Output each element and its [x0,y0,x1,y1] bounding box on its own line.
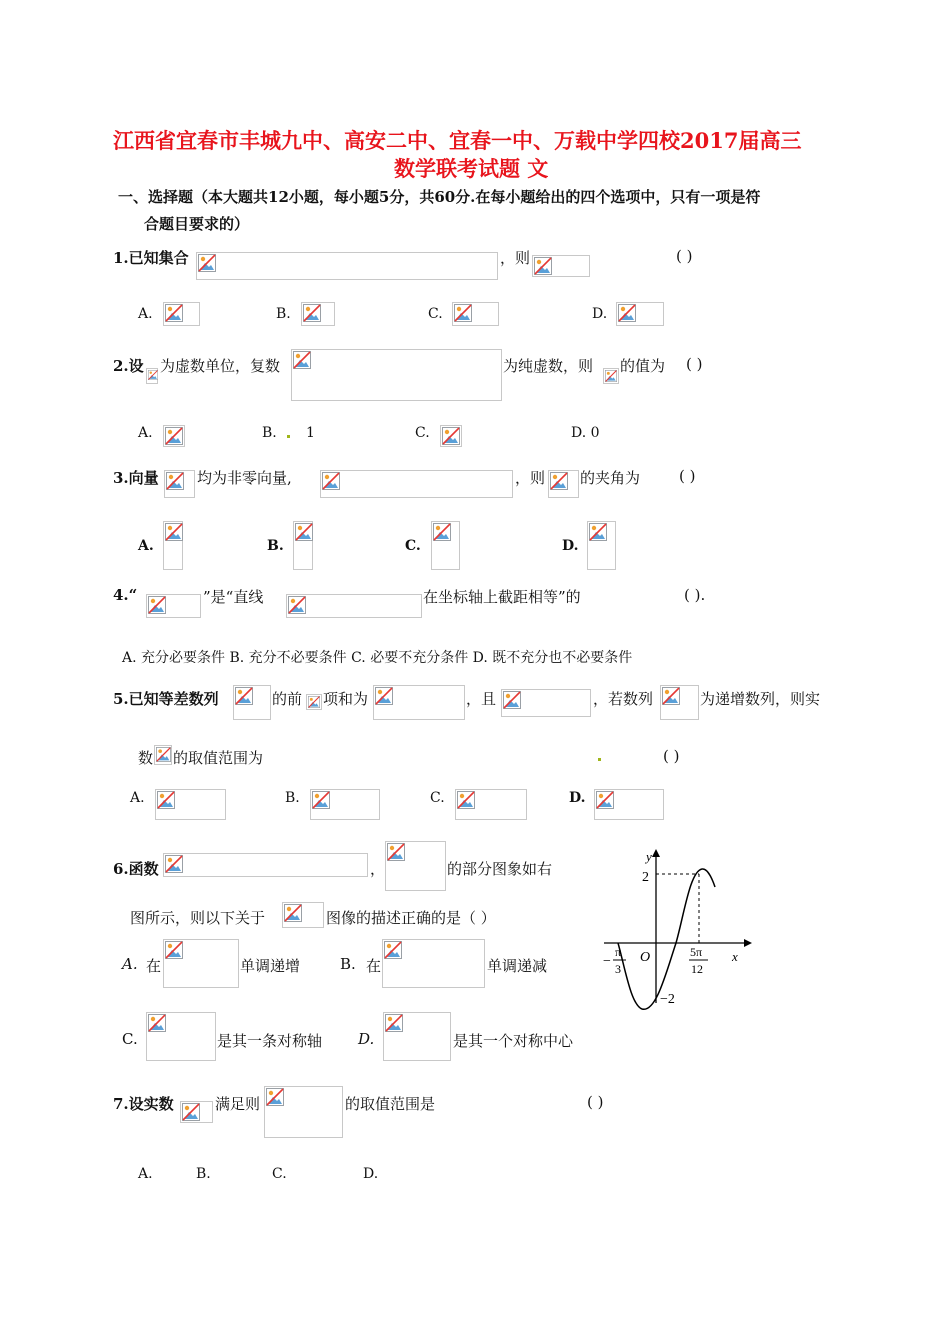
q2-option-a: A. [138,425,153,441]
broken-image-icon [288,596,306,614]
q5-option-b-image [310,789,380,820]
x-right-denominator: 12 [691,962,703,976]
q5-formula-image [233,685,271,720]
q7-stem-a: 7.设实数 [113,1095,174,1113]
y-axis-arrow-icon [652,849,660,857]
q2-option-b: B. [262,425,277,441]
x-left-denominator: 3 [615,962,621,976]
q3-stem-c: ，则 [515,469,546,487]
broken-image-icon [148,370,158,380]
broken-image-icon [534,257,552,275]
broken-image-icon [605,370,617,382]
q6-option-d: D. [358,1030,375,1048]
y-min-label: −2 [660,992,675,1007]
q2-option-c: C. [415,425,430,441]
broken-image-icon [503,691,521,709]
y-axis-label: y [646,849,652,864]
q1-option-d-image [616,302,664,326]
broken-image-icon [165,941,183,959]
function-curve [618,869,715,1009]
q6-stem-c: 的部分图象如右 [447,860,553,878]
q5-stem-e: ，若数列 [593,690,654,708]
q6-function-graph [598,843,758,1013]
broken-image-icon [182,1103,200,1121]
q1-option-d: D. [592,306,608,322]
q6-option-c: C. [122,1030,138,1048]
q3-option-c-image [431,521,460,570]
broken-image-icon [295,523,313,541]
q6-option-b: B. [340,955,356,973]
q7-formula-image [180,1101,213,1123]
q4-options: A. 充分必要条件 B. 充分不必要条件 C. 必要不充分条件 D. 既不充分也不必要条件 [122,650,633,666]
q5-stem-c: 项和为 [323,690,369,708]
q3-option-a-image [163,521,183,570]
broken-image-icon [308,696,320,708]
x-left-sign: − [603,954,611,969]
origin-label: O [640,950,651,965]
q4-formula-image [286,594,422,618]
q4-stem-c: 在坐标轴上截距相等”的 [423,588,581,606]
q2-formula-image [291,349,502,401]
section-heading-line-1: 一、选择题（本大题共12小题，每小题5分，共60分.在每小题给出的四个选项中，只有一项是符 [118,188,761,206]
broken-image-icon [385,1014,403,1032]
q2-stem-a: 2.设 [113,357,144,375]
q6-option-d-image [383,1012,451,1061]
broken-image-icon [454,304,472,322]
broken-image-icon [303,304,321,322]
broken-image-icon [589,523,607,541]
q5-option-d-image [594,789,664,820]
q7-stem-b: 满足则 [215,1095,261,1113]
broken-image-icon [312,791,330,809]
q2-option-b-value: 1 [306,425,315,441]
q5-stem-line2a: 数 [138,749,154,767]
q5-option-a: A. [130,790,145,806]
q7-answer-paren: ( ) [587,1093,604,1111]
q1-answer-paren: ( ) [676,247,693,265]
q1-option-c: C. [428,306,443,322]
x-right-numerator: 5π [690,945,703,959]
q4-answer-paren: ( ). [684,586,706,604]
q3-option-b-image [293,521,313,570]
q3-option-b: B. [267,538,284,554]
q6-stem-b: ， [370,860,386,878]
q3-stem-b: 均为非零向量, [197,469,292,487]
q6-option-c-image [146,1012,216,1061]
broken-image-icon [433,523,451,541]
q1-option-b-image [301,302,335,326]
x-left-numerator: π [615,945,622,959]
q5-option-c-image [455,789,527,820]
q5-stem-f: 为递增数列，则实 [700,690,821,708]
y-max-label: 2 [642,870,649,885]
title-line-1: 江西省宜春市丰城九中、高安二中、宜春一中、万载中学四校2017届高三 [113,128,802,153]
q2-formula-image [146,368,158,384]
q5-stem-a: 5.已知等差数列 [113,690,219,708]
q5-stem-d: ，且 [466,690,497,708]
q6-option-a: A. [122,955,138,973]
q2-formula-image [603,368,619,384]
q4-formula-image [146,594,201,618]
title-line-2: 数学联考试题 文 [394,156,549,181]
q2-option-d: D. 0 [571,425,600,441]
q1-formula-image [196,252,498,280]
q5-option-b: B. [285,790,300,806]
broken-image-icon [165,427,183,445]
broken-image-icon [156,747,171,762]
q3-formula-image [320,470,513,498]
q6-option-a-image [163,939,239,988]
q1-stem-b: ，则 [500,249,531,267]
q1-option-a-image [163,302,200,326]
q6-option-b-image [382,939,485,988]
q1-option-a: A. [138,306,153,322]
q3-stem-d: 的夹角为 [580,469,641,487]
broken-image-icon [198,254,216,272]
artifact-dot [598,758,601,761]
q6-option-b-post: 单调递减 [487,957,548,975]
q5-option-a-image [155,789,226,820]
broken-image-icon [235,687,253,705]
q2-option-a-image [163,425,185,447]
broken-image-icon [148,1014,166,1032]
q2-answer-paren: ( ) [686,355,703,373]
q3-option-d: D. [562,538,579,554]
broken-image-icon [148,596,166,614]
broken-image-icon [387,843,405,861]
q7-stem-c: 的取值范围是 [345,1095,436,1113]
q6-formula-image [163,853,368,877]
q2-option-c-image [440,425,462,447]
section-heading-line-2: 合题目要求的） [144,215,250,233]
q4-stem-a: 4.“ [113,586,138,604]
broken-image-icon [596,791,614,809]
q6-option-d-post: 是其一个对称中心 [453,1032,574,1050]
q1-option-b: B. [276,306,291,322]
q3-option-d-image [587,521,616,570]
x-axis-arrow-icon [744,939,752,947]
broken-image-icon [442,427,460,445]
q6-stem-a: 6.函数 [113,860,159,878]
q5-formula-image [306,694,322,710]
broken-image-icon [384,941,402,959]
broken-image-icon [618,304,636,322]
q2-stem-c: 为纯虚数，则 [503,357,594,375]
broken-image-icon [457,791,475,809]
q1-stem-a: 1.已知集合 [113,249,189,267]
q1-option-c-image [452,302,499,326]
q3-stem-a: 3.向量 [113,469,159,487]
q5-answer-paren: ( ) [663,747,680,765]
q3-answer-paren: ( ) [679,467,696,485]
q7-option-b: B. [196,1166,211,1182]
q7-option-c: C. [272,1166,287,1182]
q6-stem-line2b: 图像的描述正确的是（ ） [326,909,496,927]
q5-formula-image [373,685,465,720]
q2-stem-d: 的值为 [620,357,666,375]
q1-formula-image [532,255,590,277]
q3-formula-image [548,470,579,498]
broken-image-icon [284,904,302,922]
q6-formula-image [282,902,324,928]
q7-formula-image [264,1086,343,1138]
q5-option-c: C. [430,790,445,806]
q6-formula-image [385,841,446,891]
broken-image-icon [662,687,680,705]
broken-image-icon [165,304,183,322]
artifact-dot [287,435,290,438]
q3-formula-image [164,470,195,498]
q2-stem-b: 为虚数单位，复数 [160,357,281,375]
q5-formula-image [501,689,591,717]
q6-option-a-post: 单调递增 [240,957,301,975]
q5-stem-b: 的前 [272,690,303,708]
broken-image-icon [166,472,184,490]
q6-option-a-pre: 在 [146,957,162,975]
x-axis-label: x [732,949,738,964]
q6-option-c-post: 是其一条对称轴 [217,1032,323,1050]
q5-stem-line2b: 的取值范围为 [173,749,264,767]
q7-option-a: A. [138,1166,153,1182]
q6-stem-line2a: 图所示，则以下关于 [130,909,266,927]
broken-image-icon [165,855,183,873]
q4-stem-b: ”是“直线 [203,588,264,606]
q5-formula-image [660,685,699,720]
broken-image-icon [157,791,175,809]
broken-image-icon [550,472,568,490]
broken-image-icon [165,523,183,541]
q5-formula-image [154,745,172,765]
broken-image-icon [375,687,393,705]
broken-image-icon [293,351,311,369]
broken-image-icon [322,472,340,490]
q7-option-d: D. [363,1166,379,1182]
q3-option-a: A. [138,538,154,554]
q3-option-c: C. [405,538,421,554]
broken-image-icon [266,1088,284,1106]
q6-option-b-pre: 在 [366,957,382,975]
q5-option-d: D. [569,790,586,806]
